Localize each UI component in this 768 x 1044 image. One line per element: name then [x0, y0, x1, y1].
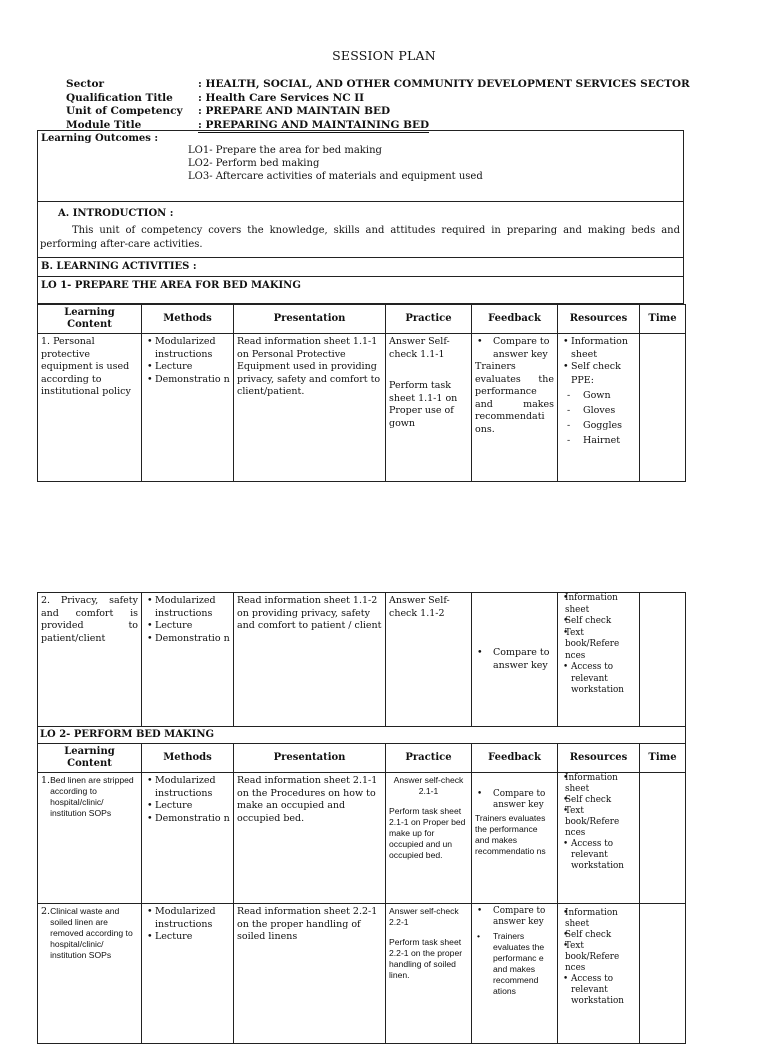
cell-content: 2. Clinical waste and soiled linen are removed according to hospital/clinic/ institution SOPs	[38, 904, 142, 1044]
header-feedback: Feedback	[472, 305, 558, 334]
lo2-row	[38, 727, 686, 744]
meta-qualification: Qualification Title : Health Care Services NC II	[66, 91, 365, 104]
header-learning-content: Learning Content	[38, 305, 142, 334]
page-title: SESSION PLAN	[332, 48, 436, 63]
table-row	[38, 773, 686, 904]
activities-box	[37, 257, 684, 277]
header-practice: Practice	[386, 744, 472, 773]
lo1-heading: LO 1- PREPARE THE AREA FOR BED MAKING	[41, 280, 301, 291]
learning-outcomes-label: Learning Outcomes :	[41, 133, 159, 144]
header-resources: Resources	[558, 744, 640, 773]
cell-content: 2. Privacy, safety and comfort is provided to patient/client	[38, 593, 142, 727]
activities-table-lo1	[37, 304, 686, 482]
introduction-box	[37, 201, 684, 258]
introduction-heading: A. INTRODUCTION :	[58, 208, 174, 219]
cell-methods: • Modularized instructions • Lecture	[142, 904, 234, 1044]
header-methods: Methods	[142, 305, 234, 334]
cell-content: 1. Personal protective equipment is used according to institutional policy	[38, 334, 142, 482]
cell-feedback: • Compare to answer key Trainers evaluates the performance and makes recommendatio ns	[472, 773, 558, 904]
header-methods: Methods	[142, 744, 234, 773]
table-header-row	[38, 744, 686, 773]
header-practice: Practice	[386, 305, 472, 334]
lo1-box	[37, 276, 684, 304]
cell-resources: • Information sheet • Self check • Text book/Refere nces • Access to relevant workstation	[558, 593, 640, 727]
table-row	[38, 334, 686, 482]
cell-presentation: Read information sheet 2.1-1 on the Procedures on how to make an occupied and occupied bed.	[234, 773, 386, 904]
cell-resources: • Information sheet • Self check • Text book/Refere nces • Access to relevant workstation	[558, 773, 640, 904]
header-time: Time	[640, 305, 686, 334]
activities-table-continued	[37, 592, 686, 1044]
learning-outcomes-box	[37, 130, 684, 202]
header-time: Time	[640, 744, 686, 773]
cell-feedback: • Compare to answer key • Trainers evaluates the performanc e and makes recommend ations	[472, 904, 558, 1044]
cell-content: 1. Bed linen are stripped according to hospital/clinic/ institution SOPs	[38, 773, 142, 904]
lo2-heading: LO 2- PERFORM BED MAKING	[38, 727, 686, 744]
cell-practice: Answer self-check 2.1-1 Perform task sheet 2.1-1 on Proper bed make up for occupied and un occupied bed.	[386, 773, 472, 904]
cell-resources: • Information sheet • Self check • Text book/Refere nces • Access to relevant workstation	[558, 904, 640, 1044]
cell-time	[640, 904, 686, 1044]
meta-sector: Sector : HEALTH, SOCIAL, AND OTHER COMMUNITY DEVELOPMENT SERVICES SECTOR	[66, 78, 690, 90]
meta-unit: Unit of Competency : PREPARE AND MAINTAIN BED	[66, 105, 391, 117]
introduction-text: This unit of competency covers the knowledge, skills and attitudes required in preparing and making beds and performing after-care activities.	[40, 225, 680, 250]
cell-time	[640, 593, 686, 727]
header-presentation: Presentation	[234, 305, 386, 334]
cell-time	[640, 334, 686, 482]
cell-time	[640, 773, 686, 904]
cell-presentation: Read information sheet 1.1-2 on providing privacy, safety and comfort to patient / client	[234, 593, 386, 727]
learning-outcomes-list: LO1- Prepare the area for bed making LO2- Perform bed making LO3- Aftercare activities of materials and equipment used	[188, 145, 483, 182]
cell-resources: • Information sheet • Self check PPE: - Gown - Gloves - Goggles - Hairnet	[558, 334, 640, 482]
cell-methods: • Modularized instructions • Lecture • Demonstratio n	[142, 773, 234, 904]
table-row	[38, 904, 686, 1044]
table-header-row	[38, 305, 686, 334]
meta-module: Module Title : PREPARING AND MAINTAINING BED	[66, 119, 690, 134]
cell-feedback: • Compare to answer key Trainers evaluates the performance and makes recommendati ons.	[472, 334, 558, 482]
cell-practice: Answer self-check 2.2-1 Perform task sheet 2.2-1 on the proper handling of soiled linen.	[386, 904, 472, 1044]
header-learning-content: Learning Content	[38, 744, 142, 773]
cell-practice: Answer Self-check 1.1-1 Perform task sheet 1.1-1 on Proper use of gown	[386, 334, 472, 482]
header-feedback: Feedback	[472, 744, 558, 773]
activities-heading: B. LEARNING ACTIVITIES :	[41, 261, 197, 272]
cell-feedback: • Compare to answer key	[472, 593, 558, 727]
cell-presentation: Read information sheet 1.1-1 on Personal Protective Equipment used in providing privacy, safety and comfort to client/patient.	[234, 334, 386, 482]
header-presentation: Presentation	[234, 744, 386, 773]
cell-methods: • Modularized instructions • Lecture • Demonstratio n	[142, 593, 234, 727]
plan-meta	[66, 78, 690, 133]
cell-presentation: Read information sheet 2.2-1 on the proper handling of soiled linens	[234, 904, 386, 1044]
header-resources: Resources	[558, 305, 640, 334]
cell-practice: Answer Self-check 1.1-2	[386, 593, 472, 727]
cell-methods: • Modularized instructions • Lecture • Demonstratio n	[142, 334, 234, 482]
table-row	[38, 593, 686, 727]
